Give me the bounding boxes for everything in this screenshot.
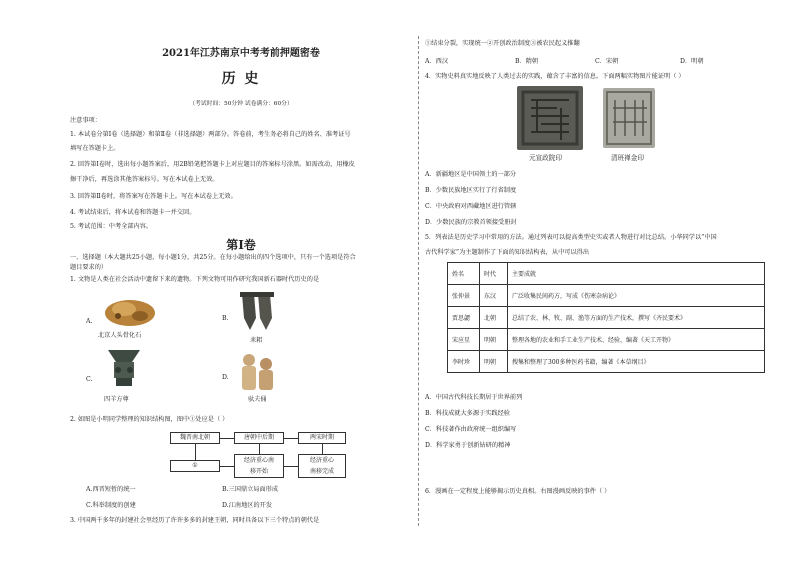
q1-caption: 四羊方尊 — [104, 396, 129, 403]
q5-option: D．科学家勇于创新钻研的精神 — [425, 442, 511, 449]
notice-title: 注意事项： — [70, 117, 101, 124]
question-3: 3. 中国两千多年的封建社会里经历了许许多多的封建王朝，同时具备以下三个特点的朝代是 — [70, 517, 320, 524]
table-header: 主要成就 — [508, 263, 765, 285]
q2-option: B.三国鼎立局面形成 — [222, 486, 279, 493]
pottery-figurine-image — [236, 352, 278, 392]
notice-line: 擦干净后，再选涂其他答案标号。写在本试卷上无效。 — [70, 176, 219, 183]
q1-option-letter: C. — [86, 376, 93, 383]
q2-option: A.西晋短暂的统一 — [86, 486, 136, 493]
q1-option-letter: B. — [222, 315, 229, 322]
notice-line: 3. 回答第Ⅱ卷时，将答案写在答题卡上。写在本试卷上无效。 — [70, 193, 237, 200]
table-cell: 贾思勰 — [448, 307, 480, 329]
table-cell: 明朝 — [480, 329, 508, 351]
q4-option: C．中央政府对西藏地区进行管辖 — [425, 203, 517, 210]
table-row — [448, 351, 765, 373]
table-cell: 宋应星 — [448, 329, 480, 351]
skull-fossil-image — [102, 294, 158, 328]
section-intro: 题目要求的） — [70, 264, 108, 271]
diagram-arrow — [322, 444, 323, 454]
table-cell: 总结了农、林、牧、副、渔等方面的生产技术，撰写《齐民要术》 — [508, 307, 765, 329]
q4-caption: 清班禅金印 — [611, 154, 644, 162]
diagram-arrow — [284, 466, 298, 467]
table-header: 时代 — [480, 263, 508, 285]
diagram-text: 经济重心南 — [243, 457, 274, 464]
q2-option: D.江南地区的开发 — [222, 502, 273, 509]
diagram-arrow — [220, 438, 234, 439]
table-cell: 广泛收集民间药方，写成《伤寒杂病论》 — [508, 285, 765, 307]
table-cell: 搜集和整理了300多种医药书籍，编著《本草纲目》 — [508, 351, 765, 373]
question-6: 6．漫画在一定程度上能够揭示历史真相。右图漫画反映的事件（ ） — [425, 488, 611, 495]
q1-caption: 耒耜 — [250, 337, 263, 344]
diagram-text: 经济重心 — [309, 457, 334, 464]
yuan-seal-image — [517, 86, 583, 150]
table-cell: 北朝 — [480, 307, 508, 329]
diagram-box-shift-start — [234, 454, 284, 478]
diagram-arrow — [259, 444, 260, 454]
diagram-box-weijin: 魏晋南北朝 — [170, 432, 220, 444]
table-cell: 张仲景 — [448, 285, 480, 307]
q3-statements: ①结束分裂，实现统一②开创政治制度③被农民起义推翻 — [425, 40, 580, 47]
q3-option: B．隋朝 — [515, 58, 539, 65]
diagram-arrow — [220, 466, 234, 467]
q1-option-letter: D. — [222, 374, 229, 381]
notice-line: 5. 考试范围：中考全部内容。 — [70, 223, 153, 230]
notice-line: 2. 回答第Ⅰ卷时，选出每小题答案后，用2B铅笔把答题卡上对应题目的答案标号涂黑。如需改动，用橡皮 — [70, 161, 355, 168]
q1-caption: 北京人头骨化石 — [98, 332, 142, 339]
section-title: 第Ⅰ卷 — [226, 238, 256, 252]
exam-title: 2021年江苏南京中考考前押题密卷 — [162, 48, 320, 59]
notice-line: 4. 考试结束后，将本试卷和答题卡一并交回。 — [70, 209, 196, 216]
q3-option: D．明朝 — [680, 58, 704, 65]
q1-option-letter: A. — [86, 318, 93, 325]
question-5: 古代科学家”为主题制作了下面的知识结构表，从中可以得出 — [425, 249, 590, 256]
diagram-text: 南移完成 — [309, 468, 334, 475]
scientist-table — [447, 262, 765, 373]
question-5: 5．列表法是历史学习中常用的方法。通过列表可以提高类型史实或者人物进行对比总结。小华同学以“中国 — [425, 234, 717, 241]
subject-title: 历 史 — [221, 71, 261, 87]
q5-option: B．科技成就大多源于实践经验 — [425, 410, 510, 417]
column-divider — [418, 36, 419, 526]
table-row — [448, 307, 765, 329]
section-intro: 一、选择题（本大题共25小题，每小题1分，共25分。在每小题给出的四个选项中，只有一个选项是符合 — [70, 254, 356, 261]
diagram-box-blank: ① — [170, 460, 220, 472]
diagram-arrow — [284, 438, 298, 439]
table-row — [448, 285, 765, 307]
diagram-box-shift-done — [298, 454, 346, 478]
question-1: 1. 文物是人类在社会活动中遗留下来的遗物。下列文物可用作研究我国新石器时代历史的是 — [70, 276, 320, 283]
q3-option: A．西汉 — [425, 58, 449, 65]
q1-caption: 驮夫俑 — [248, 396, 267, 403]
q4-caption: 元宣政院印 — [529, 154, 562, 162]
bronze-vessel-image — [104, 348, 144, 388]
q5-option: C．科技著作由政府统一组织编写 — [425, 426, 517, 433]
qing-seal-image — [603, 88, 655, 148]
notice-line: 填写在答题卡上。 — [70, 145, 120, 152]
table-cell: 李时珍 — [448, 351, 480, 373]
q4-option: D．少数民族的宗教首领接受册封 — [425, 219, 517, 226]
q3-option: C．宋朝 — [595, 58, 619, 65]
q4-option: B．少数民族地区实行了行省制度 — [425, 187, 517, 194]
table-header: 姓名 — [448, 263, 480, 285]
table-cell: 明朝 — [480, 351, 508, 373]
diagram-arrow — [195, 444, 196, 460]
diagram-box-tang: 唐朝中后期 — [234, 432, 284, 444]
question-2: 2. 如图是小明同学整理的知识结构图，图中①处应是（ ） — [70, 416, 229, 423]
q2-option: C.科举制度的创建 — [86, 502, 136, 509]
q4-option: A．新疆地区是中国领土的一部分 — [425, 171, 517, 178]
diagram-text: 移开始 — [249, 468, 268, 475]
table-cell: 整理各地的农业和手工业生产技术、经验，编著《天工开物》 — [508, 329, 765, 351]
table-cell: 东汉 — [480, 285, 508, 307]
q5-option: A．中国古代科技长期居于世界前列 — [425, 394, 523, 401]
table-header-row — [448, 263, 765, 285]
question-4: 4．实物史料真实地反映了人类过去的实践，蕴含了丰富的信息。下面两幅实物图片能证明（ ） — [425, 73, 685, 80]
diagram-box-song: 两宋时期 — [298, 432, 346, 444]
notice-line: 1. 本试卷分第Ⅰ卷（选择题）和第Ⅱ卷（非选择题）两部分。答卷前，考生务必将自己的姓名、准考证号 — [70, 131, 351, 138]
table-row — [448, 329, 765, 351]
plow-tool-image — [236, 292, 278, 332]
exam-info: （考试时间：50分钟 试卷满分：60分） — [189, 101, 293, 107]
